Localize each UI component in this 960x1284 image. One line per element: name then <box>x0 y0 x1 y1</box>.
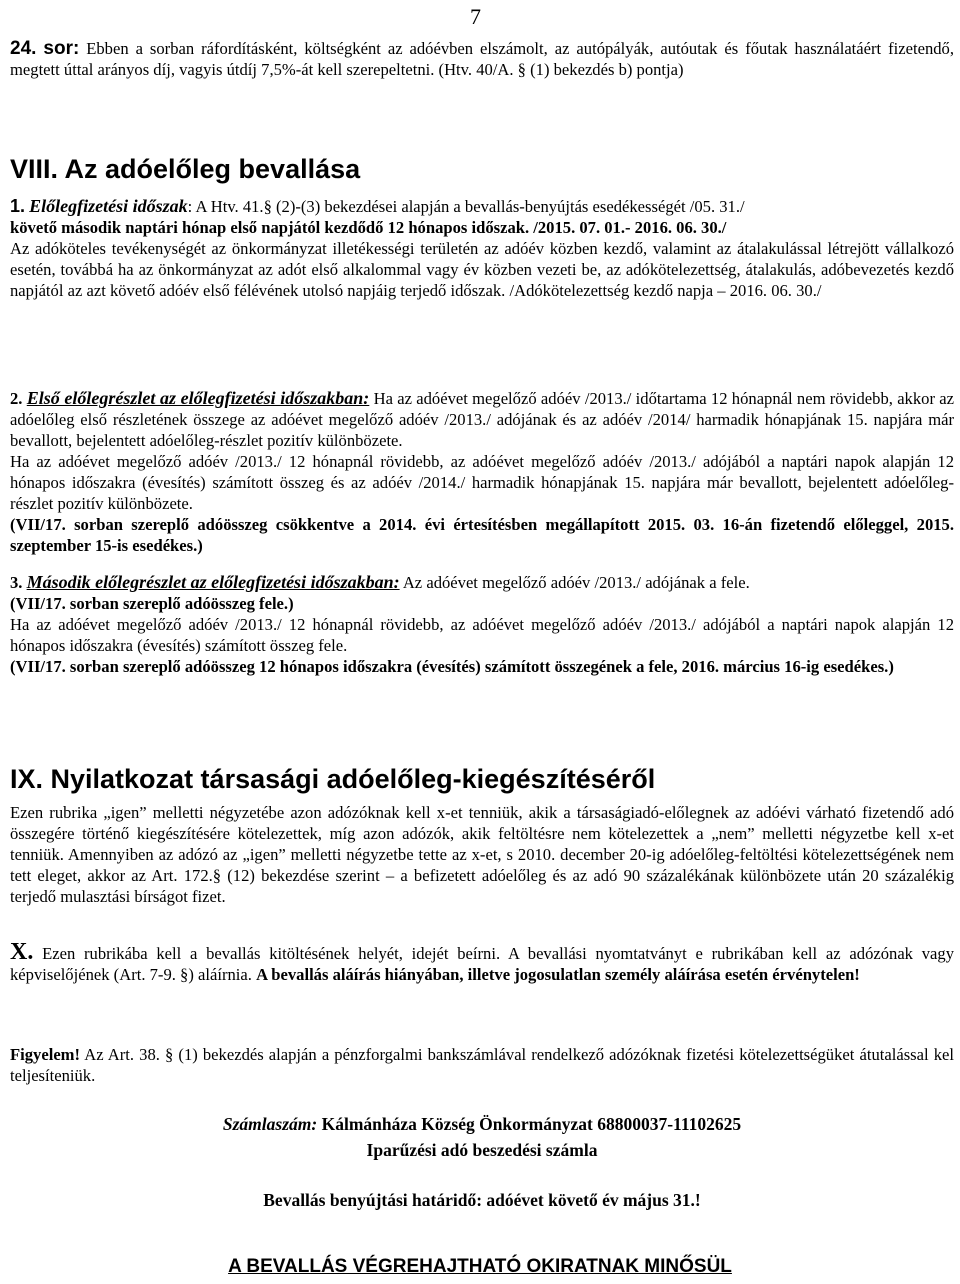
warning-label: Figyelem! <box>10 1045 81 1064</box>
row-24-text: Ebben a sorban ráfordításként, költségként az adóévben elszámolt, az autópályák, autóutak és főutak használatáért fizetendő, megtett úttal arányos díj, vagyis útdíj 7,5%-át kell szerepeltetni. (Htv. 40/A. § (1) bekezdés b) pontja) <box>10 39 954 79</box>
item-3-number: 3. <box>10 573 23 592</box>
section-8-item-1 <box>10 196 954 301</box>
section-10-label: X. <box>10 939 34 965</box>
item-3-text-1: Az adóévet megelőző adóév /2013./ adójának a fele. <box>399 573 750 592</box>
item-2-number: 2. <box>10 389 23 408</box>
item-2-heading: Első előlegrészlet az előlegfizetési időszakban: <box>26 388 370 408</box>
section-8-heading: VIII. Az adóelőleg bevallása <box>10 154 361 184</box>
account-subtitle: Iparűzési adó beszedési számla <box>366 1140 598 1160</box>
item-2-text-2: Ha az adóévet megelőző adóév /2013./ 12 hónapnál rövidebb, az adóévet megelőző adóév /2013./ adójából a naptári napok alapján 12 hónapos időszakra (évesítés) számított összeg és az adóév /2014./ harmadik hónapjának 15. napjára már bevallott, bejelentett adóelőleg-részlet pozitív különbözete. <box>10 452 954 513</box>
section-10-bold: A bevallás aláírás hiányában, illetve jogosulatlan személy aláírása esetén érvénytelen! <box>256 965 860 984</box>
filing-deadline: Bevallás benyújtási határidő: adóévet követő év május 31.! <box>263 1190 701 1210</box>
section-8-item-2 <box>10 388 954 556</box>
row-24-number: 24. <box>10 38 37 59</box>
footer-notice: A BEVALLÁS VÉGREHAJTHATÓ OKIRATNAK MINŐSÜL <box>228 1256 732 1277</box>
item-3-text-2: Ha az adóévet megelőző adóév /2013./ 12 hónapnál rövidebb, az adóévet megelőző adóév /2013./ adójából a naptári napok alapján 12 hónapos időszakra (évesítés) számított összeg fele. <box>10 615 954 655</box>
item-2-bold-note: (VII/17. sorban szereplő adóösszeg csökkentve a 2014. évi értesítésben megállapított 2015. 03. 16-án fizetendő előleggel, 2015. szeptember 15-is esedékes.) <box>10 515 954 555</box>
section-9-heading: IX. Nyilatkozat társasági adóelőleg-kiegészítéséről <box>10 764 656 794</box>
item-2-text-1: Ha az adóévet megelőző adóév /2013./ időtartama 12 hónapnál nem rövidebb, akkor az adóelőleg első részletének összege az adóévet megelőző adóév /2013./ adójának és az adóév /2014/ harmadik hónapjának 15. napjára már bevallott, bejelentett adóelőleg-részlet pozitív különbözete. <box>10 389 954 450</box>
item-1-number: 1. <box>10 196 26 216</box>
section-8-item-3 <box>10 572 954 677</box>
item-3-bold-1: (VII/17. sorban szereplő adóösszeg fele.) <box>10 594 294 613</box>
item-3-bold-2: (VII/17. sorban szereplő adóösszeg 12 hónapos időszakra (évesítés) számított összegének a fele, 2016. március 16-ig esedékes.) <box>10 657 894 676</box>
item-1-line-1: : A Htv. 41.§ (2)-(3) bekezdései alapján a bevallás-benyújtás esedékességét /05. 31./ <box>187 197 745 216</box>
page-number: 7 <box>470 4 481 29</box>
section-9-body: Ezen rubrika „igen” melletti négyzetébe azon adózóknak kell x-et tenniük, akik a társaságiadó-előlegnek az adóévi várható fizetendő adó összegére történő kiegészítésére kötelezettek, míg azon adózók, akik feltöltésre nem kötelezettek a „nem” melletti négyzetbe kell x-et tenniük. Amennyiben az adózó az „igen” melletti négyzetbe tette az x-et, s 2010. december 20-ig adóelőleg-feltöltési kötelezettségének nem tett eleget, akkor az Art. 172.§ (12) bekezdése szerint – a befizetett adóelőleg és az adó 90 százalékának különbözete után 20 százalékig terjedő mulasztási bírságot fizet. <box>10 803 954 906</box>
item-1-body: Az adóköteles tevékenységét az önkormányzat illetékességi területén az adóév közben kezdő, valamint az átalakulással létrejött vállalkozó esetén, továbbá ha az önkormányzat az adót első alkalommal vagy év közben vezeti be, az adókötelezettség, átalakulás, adóbevezetés kezdő napjától az azt követő adóév első félévének utolsó napjáig terjedő időszak. /Adókötelezettség kezdő napja – 2016. 06. 30./ <box>10 239 954 300</box>
paragraph-row-24 <box>10 38 954 80</box>
item-1-line-2: követő második naptári hónap első napjától kezdődő 12 hónapos időszak. /2015. 07. 01.- 2016. 06. 30./ <box>10 218 727 237</box>
item-1-heading: Előlegfizetési időszak <box>29 196 188 216</box>
account-value: Kálmánháza Község Önkormányzat 68800037-11102625 <box>317 1114 742 1134</box>
account-line <box>10 1114 954 1135</box>
section-10-text: Ezen rubrikába kell a bevallás kitöltésének helyét, idejét beírni. A bevallási nyomtatványt e rubrikában kell az adózónak vagy képviselőjének (Art. 7-9. §) aláírnia. <box>10 944 954 984</box>
row-24-label: sor: <box>43 38 80 59</box>
warning-text: Az Art. 38. § (1) bekezdés alapján a pénzforgalmi bankszámlával rendelkező adózóknak fizetési kötelezettségüket átutalással kel teljesíteniük. <box>10 1045 954 1085</box>
item-3-heading: Második előlegrészlet az előlegfizetési időszakban: <box>26 572 400 592</box>
section-10 <box>10 939 954 985</box>
warning-paragraph <box>10 1044 954 1086</box>
account-label: Számlaszám: <box>222 1114 318 1134</box>
